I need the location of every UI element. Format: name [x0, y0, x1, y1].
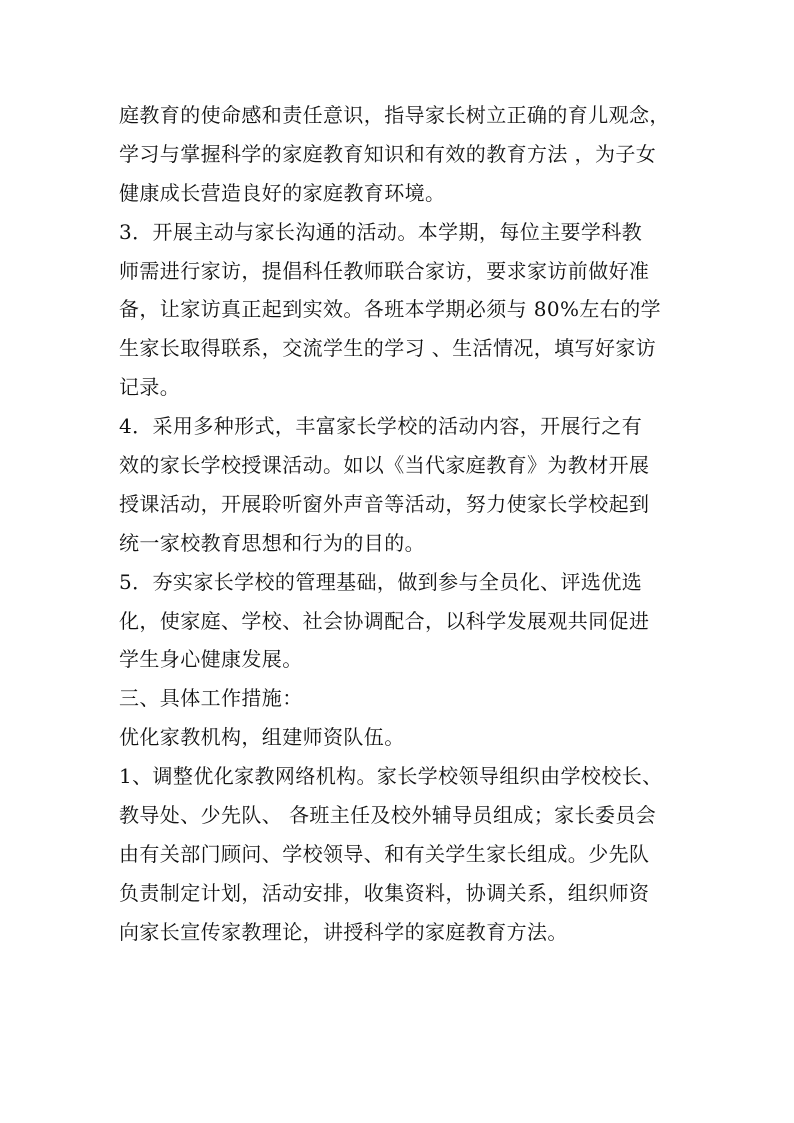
- text-line: 4．采用多种形式，丰富家长学校的活动内容，开展行之有: [119, 414, 643, 439]
- text-line: 负责制定计划，活动安排，收集资料，协调关系，组织师资: [119, 880, 650, 905]
- text-line: 效的家长学校授课活动。如以《当代家庭教育》为教材开展: [119, 453, 650, 478]
- text-line: 学生身心健康发展。: [119, 647, 303, 672]
- text-line: 1、调整优化家教网络机构。家长学校领导组织由学校校长、: [119, 764, 663, 789]
- text-line: 生家长取得联系，交流学生的学习 、生活情况，填写好家访: [119, 336, 657, 361]
- body-text: [119, 96, 689, 952]
- text-line: 健康成长营造良好的家庭教育环境。: [119, 180, 446, 205]
- text-line: 庭教育的使命感和责任意识，指导家长树立正确的育儿观念，: [119, 103, 670, 127]
- text-line: 学习与掌握科学的家庭教育知识和有效的教育方法 ，为子女: [119, 141, 657, 166]
- text-line: 备，让家访真正起到实效。各班本学期必须与 80%左右的学: [119, 297, 662, 322]
- text-line: 5．夯实家长学校的管理基础，做到参与全员化、评选优选: [119, 569, 643, 594]
- section-heading: 三、具体工作措施：: [119, 686, 303, 711]
- text-line: 优化家教机构，组建师资队伍。: [119, 725, 405, 750]
- text-line: 化，使家庭、学校、社会协调配合，以科学发展观共同促进: [119, 608, 650, 633]
- text-line: 向家长宣传家教理论，讲授科学的家庭教育方法。: [119, 919, 568, 944]
- text-line: 统一家校教育思想和行为的目的。: [119, 530, 425, 555]
- text-line: 师需进行家访，提倡科任教师联合家访，要求家访前做好准: [119, 258, 650, 283]
- text-line: 授课活动，开展聆听窗外声音等活动，努力使家长学校起到: [119, 491, 650, 516]
- text-line: 由有关部门顾问、学校领导、和有关学生家长组成。少先队: [119, 841, 650, 866]
- text-line: 3．开展主动与家长沟通的活动。本学期，每位主要学科教: [119, 219, 643, 244]
- text-line: 教导处、少先队、 各班主任及校外辅导员组成；家长委员会: [119, 803, 657, 828]
- text-line: 记录。: [119, 375, 181, 400]
